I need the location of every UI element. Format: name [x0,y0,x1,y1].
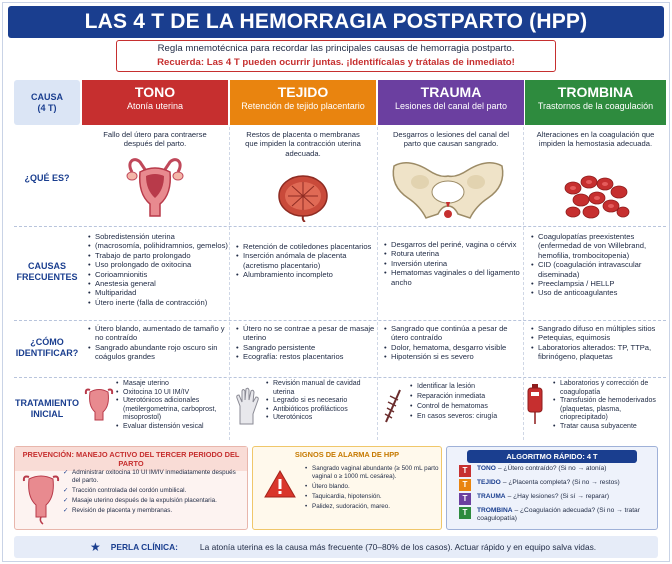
alarm-title: SIGNOS DE ALARMA DE HPP [294,450,400,459]
identify-list [525,324,666,362]
what-text: Alteraciones en la coagulación que impiden la hemostasia adecuada. [536,130,655,149]
list-item: • Útero no se contrae a pesar de masaje uterino [236,324,376,343]
list-item: • Revisión manual de cavidad uterina [266,380,376,397]
algorithm-text: – ¿Hay lesiones? (Si sí → reparar) [507,493,610,500]
uterus-icon [124,154,186,224]
treatment-list [260,380,376,423]
algorithm-row-trombina [459,507,649,522]
column-subtitle: Atonía uterina [126,101,184,111]
treatment-list [547,380,666,432]
t-badge: T [459,479,471,491]
column-name: TEJIDO [277,84,329,100]
list-item: • Sangrado persistente [236,343,376,352]
list-item: ✓ Revisión de placenta y membranas. [63,507,245,515]
list-item: • Coagulopatías preexistentes (enfermedad de von Willebrand, hemofilia, trombocitopenia) [531,232,666,260]
list-item: • Preeclampsia / HELLP [531,279,666,288]
list-item: • Sangrado difuso en múltiples sitios [531,324,666,333]
algorithm-row-tono [459,465,649,477]
intro-line-2: Recuerda: Las 4 T pueden ocurrir juntas. ¡Identifícalas y trátalas de inmediato! [157,57,515,68]
row-divider [14,377,666,378]
alarm-box [252,446,442,530]
star-icon: ★ [90,540,101,554]
blood-bag-icon [525,384,545,426]
algorithm-row-tejido [459,479,649,491]
column-subtitle: Retención de tejido placentario [241,101,365,111]
list-item: • Uterotónicos [266,414,376,423]
causes-list [230,242,376,280]
list-item: • Rotura uterina [384,249,524,258]
list-item: • Dolor, hematoma, desgarro visible [384,343,524,352]
alarm-list [303,465,439,513]
list-item: • Sangrado vaginal abundante (≥ 500 mL parto vaginal o ≥ 1000 mL cesárea). [303,465,439,481]
row-label-causes: CAUSAS FRECUENTES [16,261,78,282]
identify-list [230,324,376,362]
list-item: ✓ Masaje uterino después de la expulsión placentaria. [63,497,245,505]
algorithm-text: – ¿Útero contraído? (Si no → atonía) [497,465,607,472]
algorithm-name: TONO [477,465,496,472]
column-header-tejido [230,80,376,125]
column-subtitle: Lesiones del canal del parto [394,101,508,111]
pearl-text: La atonía uterina es la causa más frecuente (70–80% de los casos). Actuar rápido y en equipo salva vidas. [199,542,597,552]
row-label-cause: CAUSA (4 T) [14,80,80,125]
list-item: • Desgarros del periné, vagina o cérvix [384,240,524,249]
treatment-list [404,382,524,422]
four-t-table [14,80,666,440]
list-item: • Tratar causa subyacente [553,423,666,432]
list-item: • Inversión uterina [384,259,524,268]
list-item: • Control de hematomas [410,402,524,412]
pelvis-icon [388,156,508,224]
identify-list [378,324,524,362]
what-text: Fallo del útero para contraerse después del parto. [103,130,207,149]
t-badge: T [459,493,471,505]
column-name: TROMBINA [557,84,634,100]
list-item: • Transfusión de hemoderivados (plaquetas, plasma, crioprecipitado) [553,397,666,423]
algorithm-box [446,446,658,530]
t-badge: T [459,507,471,519]
list-item: • Uterotónicos adicionales (metilergometrina, carboprost, misoprostol) [116,397,228,423]
prevention-title: PREVENCIÓN: MANEJO ACTIVO DEL TERCER PERIODO DEL PARTO [15,447,247,471]
row-label-what: ¿QUÉ ES? [24,172,70,183]
list-item: • Uso de anticoagulantes [531,288,666,297]
column-header-trauma [378,80,524,125]
list-item: • Hipotensión si es severo [384,352,524,361]
causes-list [378,240,524,287]
algorithm-name: TROMBINA [477,507,513,514]
list-item: • Oxitocina 10 UI IM/IV [116,389,228,398]
t-badge: T [459,465,471,477]
list-item: • Evaluar distensión vesical [116,423,228,432]
blood-cells-icon [561,170,631,222]
algorithm-text: – ¿Placenta completa? (Si no → restos) [502,479,620,486]
intro-line-1: Regla mnemotécnica para recordar las principales causas de hemorragia postparto. [157,43,515,54]
what-text: Desgarros o lesiones del canal del parto que causan sangrado. [392,130,510,149]
list-item: • Antibióticos profilácticos [266,406,376,415]
list-item: • (macrosomía, polihidramnios, gemelos) [88,241,228,250]
warning-icon [263,469,297,499]
causes-list [525,232,666,298]
algorithm-title: ALGORITMO RÁPIDO: 4 T [467,450,637,463]
list-item: • Retención de cotiledones placentarios [236,242,376,251]
list-item: • Ecografía: restos placentarios [236,352,376,361]
list-item: • Multiparidad [88,288,228,297]
pearl-label: PERLA CLÍNICA: [110,542,178,552]
algorithm-name: TRAUMA [477,493,506,500]
list-item: • CID (coagulación intravascular diseminada) [531,260,666,279]
uterus-cord-icon [21,469,61,525]
causes-list [82,232,228,307]
page-title: LAS 4 T DE LA HEMORRAGIA POSTPARTO (HPP) [84,10,588,33]
algorithm-text: – ¿Coagulación adecuada? (Si no → tratar coagulopatía) [477,507,640,522]
column-name: TONO [134,84,176,100]
list-item: • Palidez, sudoración, mareo. [303,503,439,511]
list-item: • Útero blando. [303,483,439,491]
list-item: • Masaje uterino [116,380,228,389]
algorithm-name: TEJIDO [477,479,501,486]
intro-box [116,40,556,72]
list-item: • Sobredistensión uterina [88,232,228,241]
list-item: • Laboratorios y corrección de coagulopatía [553,380,666,397]
column-header-trombina [525,80,666,125]
list-item: ✓ Administrar oxitocina 10 UI IM/IV inmediatamente después del parto. [63,469,245,485]
list-item: • Trabajo de parto prolongado [88,251,228,260]
list-item: • Laboratorios alterados: TP, TTPa, fibrinógeno, plaquetas [531,343,666,362]
clinical-pearl [14,536,658,558]
list-item: • Petequias, equimosis [531,333,666,342]
prevention-list [63,469,245,517]
column-name: TRAUMA [420,84,482,100]
list-item: • Taquicardia, hipotensión. [303,493,439,501]
list-item: • Identificar la lesión [410,382,524,392]
prevention-box [14,446,248,530]
suture-icon [382,388,404,424]
list-item: • Sangrado que continúa a pesar de útero contraído [384,324,524,343]
list-item: • Reparación inmediata [410,392,524,402]
identify-list [82,324,228,362]
col-divider [229,127,230,440]
list-item: • Anestesia general [88,279,228,288]
list-item: ✓ Tracción controlada del cordón umbilical. [63,487,245,495]
algorithm-row-trauma [459,493,649,505]
list-item: • Legrado si es necesario [266,397,376,406]
list-item: • Inserción anómala de placenta (acretismo placentario) [236,251,376,270]
list-item: • Útero blando, aumentado de tamaño y no contraído [88,324,228,343]
list-item: • En casos severos: cirugía [410,412,524,422]
what-text: Restos de placenta o membranas que impiden la contracción uterina adecuada. [245,130,361,158]
row-label-treatment: TRATAMIENTO INICIAL [15,398,79,419]
list-item: • Sangrado abundante rojo oscuro sin coágulos grandes [88,343,228,362]
glove-icon [234,386,260,426]
title-bar [8,6,664,38]
column-subtitle: Trastornos de la coagulación [537,101,654,111]
list-item: • Uso prolongado de oxitocina [88,260,228,269]
list-item: • Útero inerte (falla de contracción) [88,298,228,307]
list-item: • Alumbramiento incompleto [236,270,376,279]
row-label-identify: ¿CÓMO IDENTIFICAR? [15,337,79,358]
placenta-icon [276,172,330,222]
column-header-tono [82,80,228,125]
treatment-list [110,380,228,432]
row-divider [14,320,666,321]
list-item: • Corioamnionitis [88,270,228,279]
row-divider [14,226,666,227]
list-item: • Hematomas vaginales o del ligamento ancho [384,268,524,287]
